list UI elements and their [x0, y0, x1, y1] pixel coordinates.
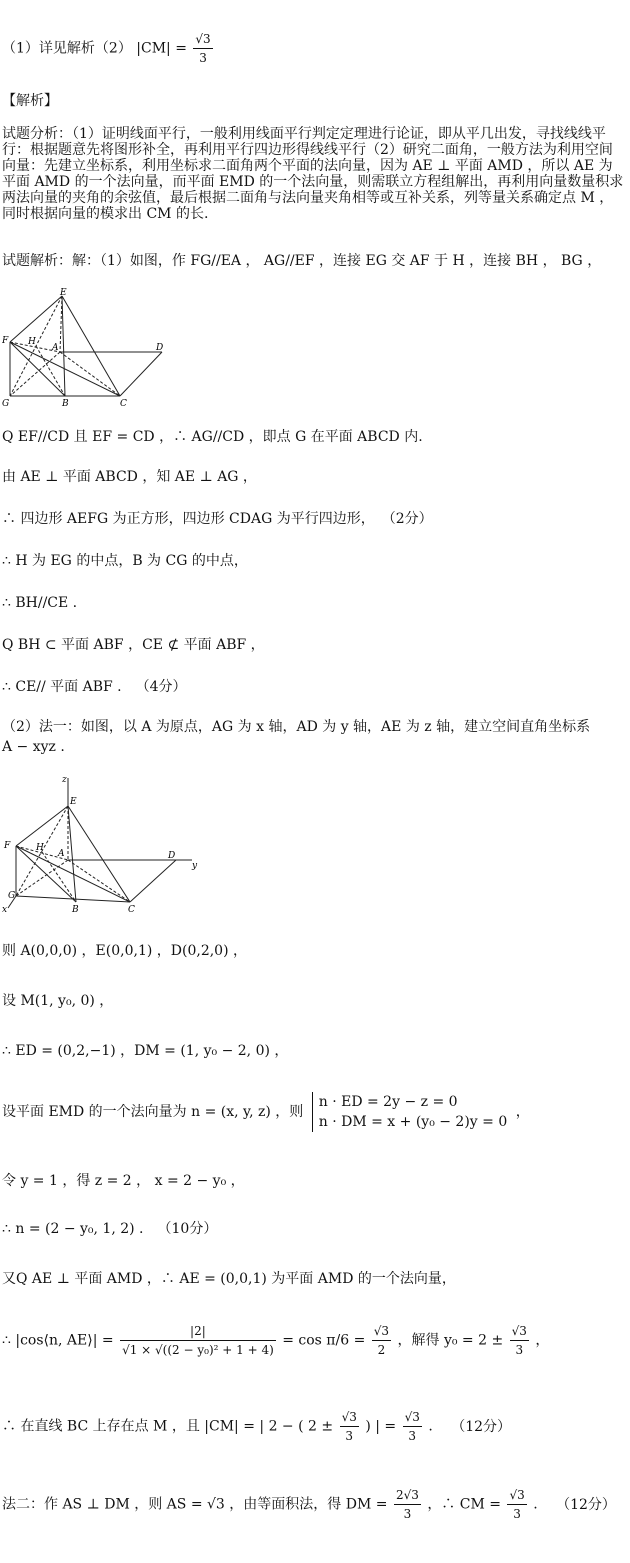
step-16: ∴ |cos⟨n, AE⟩| = $\frac{|2|}{\text{√1 × √((2 − y₀)² + 1 + 4)}}$ = cos π/6 = $\frac{√3}{2}$ ，解得 y₀ = 2 ± $\frac{√3}{3}$ ， [2, 1324, 550, 1357]
point-label-H: H [36, 843, 44, 853]
answer-line [2, 30, 215, 67]
step-6: Q BH ⊂ 平面 ABF ，CE ⊄ 平面 ABF ， [2, 637, 265, 653]
answer-text: （1）详见解析（2） [2, 40, 132, 57]
step-17: ∴ 在直线 BC 上存在点 M ，且 |CM| = | 2 − ( 2 ± $\frac{√3}{3}$ ) | = $\frac{√3}{3}$ . （12分） [2, 1410, 512, 1443]
analysis-paragraph: 试题分析：（1）证明线面平行，一般利用线面平行判定定理进行论证，即从平几出发，寻找线线平行：根据题意先将图形补全，再利用平行四边形得线线平行（2）研究二面角，一般方法为利用空间向量：先建立坐标系，利用坐标求二面角两个平面的法向量，因为 AE ⊥ 平面 AMD ，所以 AE 为平面 AMD 的一个法向量，而平面 EMD 的一个法向量，则需联立方程组解出，再利用向量数量积求两法向量的夹角的余弦值，最后根据二面角与法向量夹角相等或互补关系，列等量关系确定点 M ，同时根据向量的模求出 CM 的长. [2, 126, 624, 222]
point-label-F: F [2, 336, 9, 346]
step-9: 则 A(0,0,0) ，E(0,0,1) ，D(0,2,0) ， [2, 943, 247, 959]
point-label-B: B [72, 905, 79, 915]
step-12: 设平面 EMD 的一个法向量为 n = (x, y, z) ，则 n · ED = 2y − z = 0 n · DM = x + (y₀ − 2)y = 0 ， [2, 1094, 530, 1130]
step-7: ∴ CE// 平面 ABF . （4分） [2, 679, 187, 695]
step-14: ∴ n = (2 − y₀, 1, 2) . （10分） [2, 1221, 218, 1237]
point-label-C: C [128, 905, 135, 915]
step-8: （2）法一：如图，以 A 为原点，AG 为 x 轴，AD 为 y 轴，AE 为 z 轴，建立空间直角坐标系 [2, 719, 591, 735]
equation-system: n · ED = 2y − z = 0 n · DM = x + (y₀ − 2)y = 0 [312, 1092, 508, 1132]
point-label-A: A [52, 343, 59, 353]
step-18: 法二：作 AS ⊥ DM ，则 AS = √3 ，由等面积法，得 DM = $\frac{2√3}{3}$ ，∴ CM = $\frac{√3}{3}$ . （12分） [2, 1488, 616, 1521]
score-badge: （12分） [451, 1418, 512, 1435]
figure-2-labels [2, 776, 198, 915]
score-badge: （2分） [388, 511, 433, 527]
step-3: ∴ 四边形 AEFG 为正方形，四边形 CDAG 为平行四边形， （2分） [2, 511, 433, 527]
step-10: 设 M(1, y₀, 0) ， [2, 993, 114, 1009]
point-label-y: y [192, 861, 198, 871]
point-label-E: E [70, 797, 77, 807]
point-label-E: E [60, 288, 67, 298]
step-5: ∴ BH//CE . [2, 595, 78, 611]
step-1: Q EF//CD 且 EF = CD ，∴ AG//CD ，即点 G 在平面 ABCD 内. [2, 429, 423, 445]
step-13: 令 y = 1 ，得 z = 2 ， x = 2 − y₀ ， [2, 1173, 245, 1189]
step-11: ∴ ED = (0,2,−1) ，DM = (1, y₀ − 2, 0) ， [2, 1043, 289, 1059]
section-header: 【解析】 [2, 93, 58, 109]
score-badge: （10分） [157, 1221, 218, 1237]
point-label-F: F [4, 841, 11, 851]
point-label-A: A [58, 849, 65, 859]
point-label-G: G [2, 399, 10, 406]
step-4: ∴ H 为 EG 的中点，B 为 CG 的中点， [2, 553, 248, 569]
solution-intro: 试题解析：解：（1）如图，作 FG//EA ， AG//EF ，连接 EG 交 AF 于 H ，连接 BH ， BG ， [2, 253, 602, 269]
point-label-G: G [8, 891, 16, 901]
point-label-B: B [62, 399, 69, 406]
step-15: 又Q AE ⊥ 平面 AMD ，∴ AE = (0,0,1) 为平面 AMD 的一个法向量， [2, 1271, 456, 1287]
step-2: 由 AE ⊥ 平面 ABCD ，知 AE ⊥ AG ， [2, 469, 257, 485]
answer-fraction: $\frac{√3}{3}$ [195, 32, 211, 65]
geometry-figure-2 [2, 776, 202, 916]
point-label-D: D [156, 343, 164, 353]
point-label-D: D [168, 851, 176, 861]
point-label-C: C [120, 399, 127, 406]
figure-1-labels [2, 288, 163, 406]
point-label-z: z [62, 776, 67, 785]
score-badge: （4分） [135, 679, 187, 695]
answer-cm: |CM| = [136, 40, 187, 57]
step-8b: A − xyz . [2, 739, 65, 755]
point-label-x: x [2, 905, 8, 915]
point-label-H: H [28, 337, 36, 347]
geometry-figure-1 [2, 286, 172, 406]
score-badge: （12分） [556, 1496, 616, 1513]
cos-fraction: $\frac{|2|}{\text{√1 × √((2 − y₀)² + 1 + 4)}}$ [122, 1324, 274, 1357]
